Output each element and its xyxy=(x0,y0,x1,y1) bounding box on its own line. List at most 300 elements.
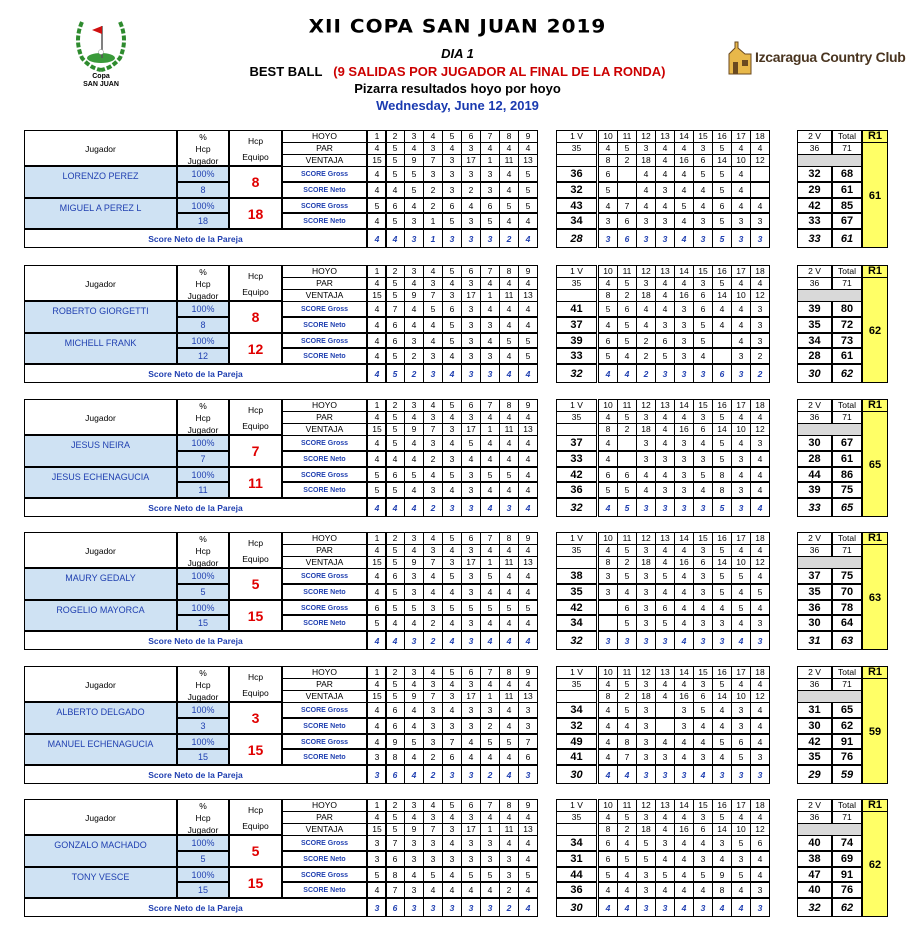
hole-number: 3 xyxy=(404,799,424,812)
hole-score: 4 xyxy=(693,435,713,451)
player-name: ALBERTO DELGADO xyxy=(24,702,177,734)
hole-number: 10 xyxy=(598,399,618,412)
ventaja-value: 5 xyxy=(385,823,405,836)
hole-score: 3 xyxy=(461,348,481,364)
pareja-hole-score: 3 xyxy=(480,229,500,248)
ventaja-value: 14 xyxy=(712,556,732,569)
par-value: 4 xyxy=(367,544,387,557)
in-subtotal: 40 xyxy=(797,835,832,851)
pareja-hole-score: 3 xyxy=(461,364,481,383)
ventaja-value: 16 xyxy=(674,823,694,836)
pareja-out-subtotal: 30 xyxy=(556,765,597,784)
ventaja-value: 18 xyxy=(636,823,656,836)
par-value: 4 xyxy=(598,277,618,290)
hole-number: 8 xyxy=(499,799,519,812)
ventaja-value: 2 xyxy=(617,823,637,836)
hole-score: 4 xyxy=(423,882,443,898)
hole-score: 3 xyxy=(674,301,694,317)
hole-score: 5 xyxy=(731,867,751,883)
hole-score: 4 xyxy=(598,451,618,467)
hole-score: 4 xyxy=(499,317,519,333)
hole-score: 4 xyxy=(367,301,387,317)
player-name: JESUS ECHENAGUCIA xyxy=(24,467,177,499)
hole-number: 15 xyxy=(693,130,713,143)
hole-score: 5 xyxy=(598,482,618,498)
ventaja-value: 7 xyxy=(423,556,443,569)
hole-score: 5 xyxy=(518,333,538,349)
out-subtotal: 34 xyxy=(556,702,597,718)
par-value: 4 xyxy=(655,678,675,691)
pareja-hole-score: 3 xyxy=(423,898,443,917)
hole-score: 3 xyxy=(423,166,443,182)
in-subtotal: 30 xyxy=(797,615,832,631)
jugador-header: Jugador xyxy=(24,265,177,301)
par-value: 4 xyxy=(367,678,387,691)
hole-number: 2 xyxy=(385,666,405,679)
par-in-total: 36 xyxy=(797,678,832,691)
pct-hcp-header-line: Hcp xyxy=(195,279,211,289)
hole-score: 5 xyxy=(442,317,462,333)
hole-score: 4 xyxy=(461,734,481,750)
hole-score: 3 xyxy=(712,835,732,851)
ventaja-value: 11 xyxy=(499,690,519,703)
hole-score: 4 xyxy=(598,435,618,451)
hole-number: 1 xyxy=(367,799,387,812)
par-value: 4 xyxy=(404,142,424,155)
in-subtotal: 30 xyxy=(797,718,832,734)
par-label: PAR xyxy=(282,678,367,691)
player-name: ROBERTO GIORGETTI xyxy=(24,301,177,333)
ventaja-value: 2 xyxy=(617,556,637,569)
player-hcp: 11 xyxy=(177,482,229,498)
hole-score: 4 xyxy=(693,835,713,851)
pareja-hole-score: 3 xyxy=(461,229,481,248)
ventaja-value: 11 xyxy=(499,556,519,569)
hole-score: 4 xyxy=(442,435,462,451)
par-value: 4 xyxy=(442,544,462,557)
par-value: 4 xyxy=(442,277,462,290)
hole-score: 4 xyxy=(750,568,770,584)
score-neto-label: SCORE Neto xyxy=(282,882,367,898)
pareja-hole-score: 4 xyxy=(480,498,500,517)
ventaja-out-blank xyxy=(556,289,597,302)
hole-score: 4 xyxy=(731,435,751,451)
par-value: 3 xyxy=(636,411,656,424)
hole-score: 3 xyxy=(693,568,713,584)
hole-score: 4 xyxy=(442,615,462,631)
par-value: 4 xyxy=(731,277,751,290)
hole-number: 1 xyxy=(367,130,387,143)
ventaja-value: 1 xyxy=(480,289,500,302)
hole-score: 4 xyxy=(598,198,618,214)
ventaja-value: 9 xyxy=(404,423,424,436)
hole-score: 7 xyxy=(385,882,405,898)
hole-score: 3 xyxy=(480,182,500,198)
out-subtotal: 38 xyxy=(556,568,597,584)
score-gross-label: SCORE Gross xyxy=(282,333,367,349)
hole-number: 12 xyxy=(636,130,656,143)
hole-score: 5 xyxy=(693,166,713,182)
par-value: 4 xyxy=(404,544,424,557)
total-header: Total xyxy=(832,799,862,812)
ventaja-value: 8 xyxy=(598,289,618,302)
hole-score: 6 xyxy=(617,467,637,483)
hole-number: 4 xyxy=(423,532,443,545)
par-value: 3 xyxy=(693,277,713,290)
hole-score: 3 xyxy=(731,851,751,867)
pareja-hole-score: 3 xyxy=(693,898,713,917)
par-value: 4 xyxy=(404,411,424,424)
r1-value: 61 xyxy=(862,142,888,248)
r1-header: R1 xyxy=(862,265,888,278)
round-total: 91 xyxy=(832,867,862,883)
hole-score: 4 xyxy=(693,734,713,750)
hole-score: 3 xyxy=(367,749,387,765)
pareja-in-subtotal: 32 xyxy=(797,898,832,917)
par-value: 5 xyxy=(617,411,637,424)
hole-score: 5 xyxy=(423,867,443,883)
hole-score: 3 xyxy=(480,166,500,182)
hole-score: 2 xyxy=(636,333,656,349)
ventaja-value: 15 xyxy=(367,154,387,167)
par-label: PAR xyxy=(282,142,367,155)
pareja-hole-score: 4 xyxy=(442,364,462,383)
hole-score: 4 xyxy=(518,213,538,229)
par-out-total: 35 xyxy=(556,277,597,290)
hole-score: 5 xyxy=(404,734,424,750)
par-value: 4 xyxy=(367,811,387,824)
pareja-hole-score: 4 xyxy=(518,631,538,650)
pareja-hole-score: 4 xyxy=(674,229,694,248)
hole-score: 6 xyxy=(598,467,618,483)
par-value: 4 xyxy=(404,811,424,824)
in-subtotal: 39 xyxy=(797,301,832,317)
hole-score: 5 xyxy=(385,435,405,451)
hole-score: 6 xyxy=(750,835,770,851)
hole-score: 5 xyxy=(404,166,424,182)
hcp-equipo-header-line: Hcp xyxy=(247,405,264,415)
hole-score: 6 xyxy=(731,734,751,750)
hcp-equipo-header-line: Equipo xyxy=(242,421,269,431)
hole-score: 5 xyxy=(423,301,443,317)
hole-score: 4 xyxy=(367,584,387,600)
hole-number: 14 xyxy=(674,799,694,812)
par-value: 4 xyxy=(750,678,770,691)
hole-score: 4 xyxy=(674,615,694,631)
hole-score: 3 xyxy=(674,718,694,734)
hole-score: 5 xyxy=(617,317,637,333)
out-subtotal: 37 xyxy=(556,317,597,333)
par-value: 4 xyxy=(480,678,500,691)
hole-score: 4 xyxy=(499,615,519,631)
player-pct: 100% xyxy=(177,835,229,851)
pareja-hole-score: 4 xyxy=(731,631,751,650)
par-value: 5 xyxy=(385,811,405,824)
ventaja-out-blank xyxy=(556,823,597,836)
hole-score: 4 xyxy=(367,882,387,898)
pair-group xyxy=(24,130,888,248)
hole-score: 5 xyxy=(712,584,732,600)
pareja-hole-score: 4 xyxy=(712,898,732,917)
hole-score: 4 xyxy=(461,749,481,765)
round-total: 69 xyxy=(832,851,862,867)
player-pct: 100% xyxy=(177,734,229,750)
pareja-hole-score: 3 xyxy=(442,898,462,917)
hole-score: 5 xyxy=(367,867,387,883)
ventaja-value: 7 xyxy=(423,423,443,436)
mode-detail: (9 SALIDAS POR JUGADOR AL FINAL DE LA RONDA) xyxy=(333,64,666,79)
hole-score: 5 xyxy=(636,851,656,867)
team-hcp: 5 xyxy=(229,568,282,600)
hole-score: 4 xyxy=(731,317,751,333)
in-subtotal: 44 xyxy=(797,467,832,483)
hole-score: 3 xyxy=(731,348,751,364)
par-value: 5 xyxy=(617,142,637,155)
hole-score: 3 xyxy=(636,734,656,750)
round-total: 68 xyxy=(832,166,862,182)
hole-number: 2 xyxy=(385,399,405,412)
out-subtotal: 42 xyxy=(556,600,597,616)
hole-number: 7 xyxy=(480,799,500,812)
pareja-hole-score: 4 xyxy=(367,364,387,383)
hole-score: 7 xyxy=(518,734,538,750)
ventaja-value: 1 xyxy=(480,556,500,569)
jugador-header: Jugador xyxy=(24,532,177,568)
hole-score: 4 xyxy=(423,333,443,349)
v2-header: 2 V xyxy=(797,130,832,143)
team-hcp: 11 xyxy=(229,467,282,499)
hole-number: 6 xyxy=(461,532,481,545)
hole-score: 6 xyxy=(598,333,618,349)
hcp-equipo-header xyxy=(229,799,282,835)
hole-score: 4 xyxy=(674,166,694,182)
hole-score: 4 xyxy=(367,333,387,349)
round-total: 70 xyxy=(832,584,862,600)
hole-score: 5 xyxy=(499,333,519,349)
hole-score: 2 xyxy=(423,198,443,214)
ventaja-value: 6 xyxy=(693,423,713,436)
pareja-label: Score Neto de la Pareja xyxy=(24,364,367,383)
hole-score: 4 xyxy=(750,198,770,214)
par-value: 4 xyxy=(518,811,538,824)
in-subtotal: 28 xyxy=(797,451,832,467)
hole-number: 17 xyxy=(731,265,751,278)
hole-score: 4 xyxy=(367,317,387,333)
ventaja-value: 5 xyxy=(385,690,405,703)
pareja-total: 62 xyxy=(832,898,862,917)
hole-number: 18 xyxy=(750,666,770,679)
ventaja-value: 12 xyxy=(750,556,770,569)
hole-score: 3 xyxy=(404,882,424,898)
hole-score: 3 xyxy=(674,348,694,364)
hole-number: 7 xyxy=(480,532,500,545)
player-name: MAURY GEDALY xyxy=(24,568,177,600)
pareja-hole-score: 2 xyxy=(404,364,424,383)
round-total: 62 xyxy=(832,718,862,734)
team-hcp: 15 xyxy=(229,734,282,766)
date-label: Wednesday, June 12, 2019 xyxy=(376,98,539,113)
hole-score: 4 xyxy=(442,482,462,498)
score-gross-label: SCORE Gross xyxy=(282,568,367,584)
pareja-hole-score: 4 xyxy=(617,765,637,784)
ventaja-value: 18 xyxy=(636,690,656,703)
hole-score: 4 xyxy=(617,348,637,364)
ventaja-value: 8 xyxy=(598,690,618,703)
par-value: 3 xyxy=(461,544,481,557)
pareja-hole-score: 6 xyxy=(617,229,637,248)
hole-number: 15 xyxy=(693,799,713,812)
par-value: 3 xyxy=(461,411,481,424)
hole-score: 3 xyxy=(598,213,618,229)
par-value: 3 xyxy=(693,142,713,155)
in-subtotal: 35 xyxy=(797,584,832,600)
par-value: 4 xyxy=(598,811,618,824)
hole-score: 3 xyxy=(693,584,713,600)
pareja-hole-score: 6 xyxy=(385,765,405,784)
pareja-hole-score: 4 xyxy=(404,765,424,784)
par-value: 4 xyxy=(674,142,694,155)
ventaja-value: 14 xyxy=(712,154,732,167)
hole-score: 4 xyxy=(518,568,538,584)
par-value: 4 xyxy=(518,277,538,290)
hole-score: 3 xyxy=(750,615,770,631)
pareja-hole-score: 2 xyxy=(636,364,656,383)
hole-score: 3 xyxy=(404,835,424,851)
ventaja-value: 18 xyxy=(636,556,656,569)
pareja-hole-score: 3 xyxy=(712,631,732,650)
hole-score: 4 xyxy=(518,835,538,851)
total-header: Total xyxy=(832,265,862,278)
ventaja-value: 7 xyxy=(423,154,443,167)
team-hcp: 15 xyxy=(229,600,282,632)
par-value: 4 xyxy=(499,277,519,290)
hole-score: 4 xyxy=(518,851,538,867)
pareja-hole-score: 4 xyxy=(367,229,387,248)
par-value: 4 xyxy=(674,811,694,824)
out-subtotal: 31 xyxy=(556,851,597,867)
ventaja-value: 17 xyxy=(461,556,481,569)
par-value: 5 xyxy=(617,811,637,824)
ventaja-value: 4 xyxy=(655,154,675,167)
team-hcp: 18 xyxy=(229,198,282,230)
hole-score: 3 xyxy=(674,333,694,349)
par-value: 4 xyxy=(674,411,694,424)
hole-number: 18 xyxy=(750,799,770,812)
hole-score: 3 xyxy=(693,213,713,229)
hole-score: 4 xyxy=(674,568,694,584)
hole-score xyxy=(598,615,618,631)
score-neto-label: SCORE Neto xyxy=(282,615,367,631)
v1-header: 1 V xyxy=(556,265,597,278)
hole-score: 3 xyxy=(750,435,770,451)
hole-score: 3 xyxy=(750,301,770,317)
player-hcp: 8 xyxy=(177,317,229,333)
ventaja-value: 3 xyxy=(442,690,462,703)
in-subtotal: 42 xyxy=(797,734,832,750)
hcp-equipo-header-line: Hcp xyxy=(247,271,264,281)
par-in-total: 36 xyxy=(797,411,832,424)
hole-score: 4 xyxy=(461,198,481,214)
hcp-equipo-header xyxy=(229,666,282,702)
hoyo-label: HOYO xyxy=(282,399,367,412)
pct-hcp-header xyxy=(177,130,229,166)
score-gross-label: SCORE Gross xyxy=(282,702,367,718)
hole-number: 8 xyxy=(499,265,519,278)
ventaja-label: VENTAJA xyxy=(282,823,367,836)
ventaja-value: 10 xyxy=(731,154,751,167)
pareja-hole-score: 3 xyxy=(655,498,675,517)
round-total: 73 xyxy=(832,333,862,349)
hole-score: 4 xyxy=(518,467,538,483)
pareja-hole-score: 4 xyxy=(499,631,519,650)
hole-number: 13 xyxy=(655,399,675,412)
in-subtotal: 47 xyxy=(797,867,832,883)
out-subtotal: 41 xyxy=(556,749,597,765)
out-subtotal: 34 xyxy=(556,835,597,851)
hole-number: 16 xyxy=(712,130,732,143)
hole-score: 4 xyxy=(442,867,462,883)
player-pct: 100% xyxy=(177,568,229,584)
hole-score: 4 xyxy=(655,851,675,867)
hole-score: 7 xyxy=(617,198,637,214)
ventaja-value: 13 xyxy=(518,423,538,436)
hole-score: 2 xyxy=(499,882,519,898)
par-total: 71 xyxy=(832,811,862,824)
hole-score: 4 xyxy=(499,568,519,584)
in-subtotal: 37 xyxy=(797,568,832,584)
hole-score xyxy=(598,600,618,616)
ventaja-value: 1 xyxy=(480,823,500,836)
ventaja-label: VENTAJA xyxy=(282,690,367,703)
hole-score: 5 xyxy=(518,867,538,883)
round-total: 67 xyxy=(832,435,862,451)
hole-number: 10 xyxy=(598,799,618,812)
hcp-equipo-header-line: Equipo xyxy=(242,554,269,564)
hole-score: 4 xyxy=(693,348,713,364)
player-pct: 100% xyxy=(177,435,229,451)
hole-number: 3 xyxy=(404,130,424,143)
par-value: 4 xyxy=(404,277,424,290)
hole-number: 10 xyxy=(598,532,618,545)
pareja-hole-score: 4 xyxy=(598,898,618,917)
hole-score: 8 xyxy=(712,482,732,498)
hole-score: 5 xyxy=(693,867,713,883)
hole-score: 6 xyxy=(442,301,462,317)
pareja-hole-score: 3 xyxy=(731,765,751,784)
v2-header: 2 V xyxy=(797,265,832,278)
hole-score: 4 xyxy=(731,333,751,349)
hole-score: 4 xyxy=(598,317,618,333)
hole-score: 4 xyxy=(674,867,694,883)
hole-number: 4 xyxy=(423,265,443,278)
par-value: 4 xyxy=(655,142,675,155)
hole-score: 5 xyxy=(499,600,519,616)
hole-score: 5 xyxy=(712,213,732,229)
hole-number: 17 xyxy=(731,532,751,545)
ventaja-out-blank xyxy=(556,690,597,703)
r1-header: R1 xyxy=(862,399,888,412)
hole-score: 3 xyxy=(674,482,694,498)
ventaja-value: 8 xyxy=(598,423,618,436)
hole-score: 4 xyxy=(674,734,694,750)
pct-hcp-header-line: Jugador xyxy=(187,825,219,835)
par-label: PAR xyxy=(282,811,367,824)
hole-number: 13 xyxy=(655,532,675,545)
hole-score: 4 xyxy=(750,851,770,867)
hole-number: 13 xyxy=(655,265,675,278)
hole-score: 3 xyxy=(636,718,656,734)
hcp-equipo-header xyxy=(229,399,282,435)
